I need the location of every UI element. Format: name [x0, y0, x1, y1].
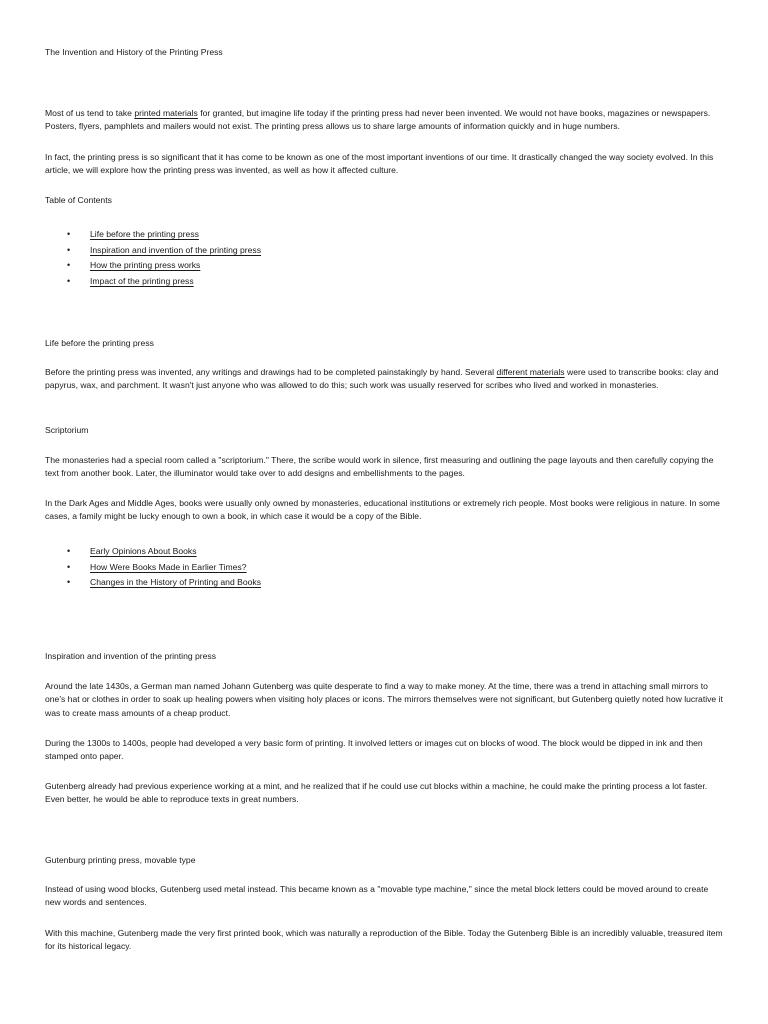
intro-paragraph-1 [45, 107, 725, 134]
invention-paragraph-3: Gutenberg already had previous experience working at a mint, and he realized that if he could use cut blocks within a machine, he could make the printing process a lot faster. Even better, he would be able to reproduce texts in great numbers. [45, 781, 708, 805]
related-link-changes-history[interactable]: Changes in the History of Printing and Books [90, 577, 262, 588]
section-heading-movable-type: Gutenburg printing press, movable type [45, 855, 196, 865]
intro-text: for granted, but imagine life today if the printing press had never been invented. We would not have books, magazines or newspapers. Posters, flyers, pamphlets and mailers would not exist. The printing press allows us to share large amounts of information quickly and in huge numbers. [45, 108, 711, 132]
movable-type-paragraph-2: With this machine, Gutenberg made the very first printed book, which was naturally a reproduction of the Bible. Today the Gutenberg Bible is an incredibly valuable, treasured item for its historical legacy. [45, 928, 723, 952]
scriptorium-paragraph-1: The monasteries had a special room called a "scriptorium." There, the scribe would work in silence, first measuring and outlining the page layouts and then carefully copying the text from another book. Later, the illuminator would take over to add designs and embellishments to the pages. [45, 455, 714, 479]
list-item [45, 544, 645, 560]
life-before-paragraph [45, 366, 725, 393]
list-item [45, 258, 645, 274]
section-heading-invention: Inspiration and invention of the printing press [45, 651, 217, 661]
list-item [45, 560, 645, 576]
printed-materials-link[interactable]: printed materials [134, 108, 198, 118]
toc-list [45, 227, 645, 289]
page-title: The Invention and History of the Printing Press [45, 47, 223, 57]
life-before-text: Before the printing press was invented, any writings and drawings had to be completed painstakingly by hand. Several [45, 367, 497, 377]
bullet-icon: • [67, 275, 71, 286]
bullet-icon: • [67, 577, 71, 588]
invention-paragraph-2: During the 1300s to 1400s, people had developed a very basic form of printing. It involved letters or images cut on blocks of wood. The block would be dipped in ink and then stamped onto paper. [45, 738, 703, 762]
toc-heading: Table of Contents [45, 195, 112, 205]
list-item [45, 227, 645, 243]
section-heading-life-before: Life before the printing press [45, 338, 154, 348]
related-link-books-earlier-times[interactable]: How Were Books Made in Earlier Times? [90, 561, 247, 572]
different-materials-link[interactable]: different materials [496, 367, 565, 377]
related-articles-list [45, 544, 645, 591]
invention-paragraph-1: Around the late 1430s, a German man named Johann Gutenberg was quite desperate to find a way to make money. At the time, there was a trend in attaching small mirrors to one's hat or clothes in order to soak up healing powers when visiting holy places or icons. The mirrors themselves were not significant, but Gutenberg quietly noted how lucrative it was to create mass amounts of a cheap product. [45, 681, 723, 718]
life-before-text: were used to transcribe books: clay and papyrus, wax, and parchment. It wasn't just anyone who was allowed to do this; such work was usually reserved for scribes who lived and worked in monasteries. [45, 367, 719, 391]
bullet-icon: • [67, 229, 71, 239]
intro-paragraph-2: In fact, the printing press is so significant that it has come to be known as one of the most important inventions of our time. It drastically changed the way society evolved. In this article, we will explore how the printing press was invented, as well as how it affected culture. [45, 152, 714, 176]
section-heading-scriptorium: Scriptorium [45, 425, 89, 435]
list-item [45, 575, 645, 591]
toc-link-how-it-works[interactable]: How the printing press works [90, 260, 201, 271]
movable-type-paragraph-1: Instead of using wood blocks, Gutenberg used metal instead. This became known as a "movable type machine," since the metal block letters could be moved around to create new words and sentences. [45, 884, 709, 908]
related-link-early-opinions[interactable]: Early Opinions About Books [90, 546, 197, 556]
bullet-icon: • [67, 244, 71, 255]
bullet-icon: • [67, 260, 71, 271]
list-item [45, 274, 645, 290]
toc-link-life-before[interactable]: Life before the printing press [90, 229, 199, 239]
intro-text: Most of us tend to take [45, 108, 135, 118]
bullet-icon: • [67, 546, 71, 556]
toc-link-inspiration[interactable]: Inspiration and invention of the printing press [90, 244, 262, 255]
bullet-icon: • [67, 561, 71, 572]
toc-link-impact[interactable]: Impact of the printing press [90, 275, 194, 286]
scriptorium-paragraph-2: In the Dark Ages and Middle Ages, books were usually only owned by monasteries, educational institutions or extremely rich people. Most books were religious in nature. In some cases, a family might be lucky enough to own a book, in which case it would be a copy of the Bible. [45, 498, 720, 522]
list-item [45, 243, 645, 259]
